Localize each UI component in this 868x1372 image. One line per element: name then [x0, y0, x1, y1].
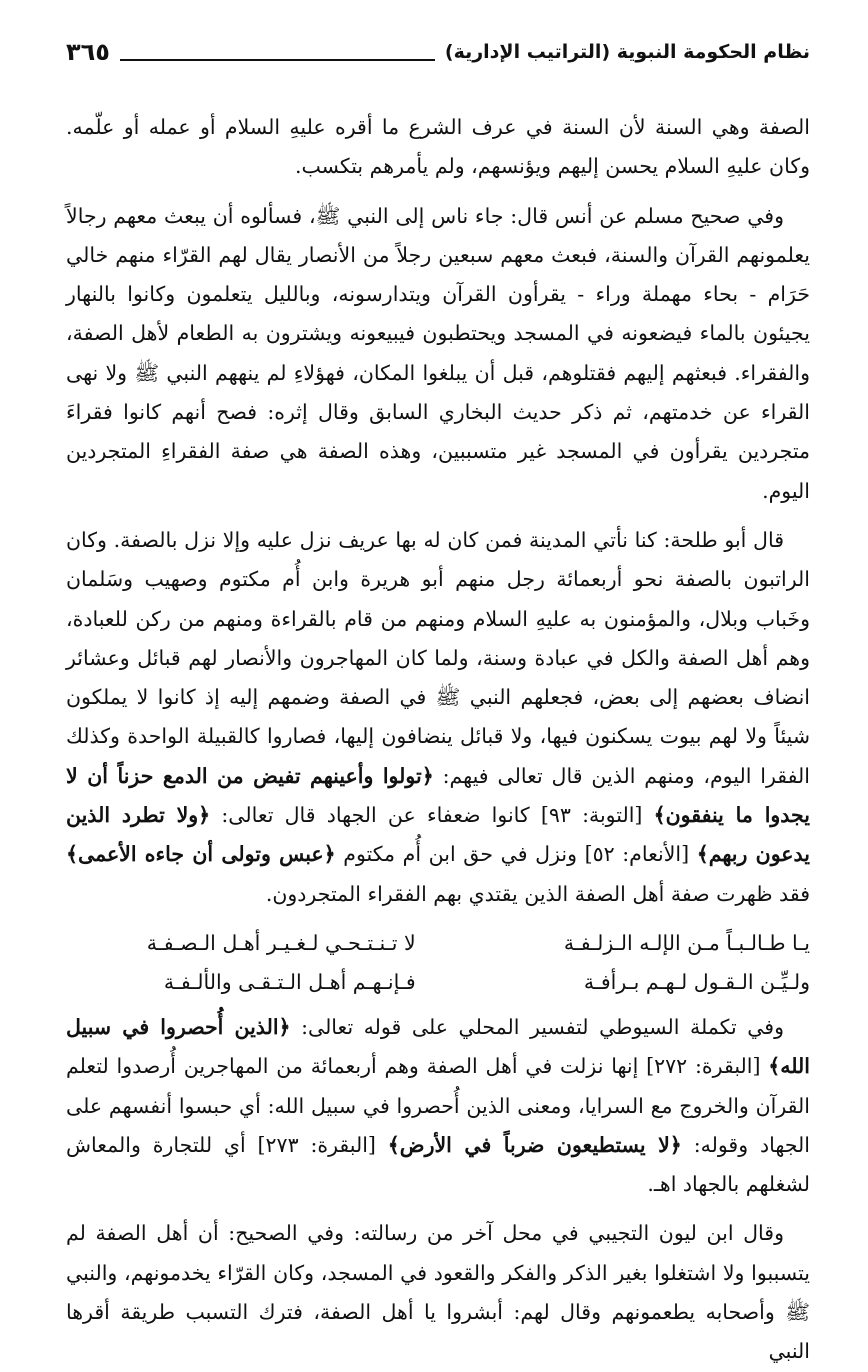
- poem-line-1: [66, 924, 810, 963]
- running-header: [66, 32, 810, 72]
- poem-line-2: [66, 963, 810, 1002]
- quran-quote-1: ﴿تولوا وأعينهم تفيض من الدمع حزناً أن لا يجدوا ما ينفقون﴾: [66, 763, 810, 828]
- quran-quote-4: ﴿الذين أُحصروا في سبيل الله﴾: [66, 1014, 810, 1079]
- page-body: [66, 108, 810, 1372]
- paragraph-1: الصفة وهي السنة لأن السنة في عرف الشرع ما أقره عليهِ السلام أو عمله أو علّمه. وكان عليهِ السلام يحسن إليهم ويؤنسهم، ولم يأمرهم بتكسب.: [66, 115, 810, 179]
- paragraph-4-text-a: وفي تكملة السيوطي لتفسير المحلي على قوله تعالى:: [290, 1014, 785, 1039]
- page-number: ٣٦٥: [66, 38, 110, 66]
- paragraph-3-text-a: قال أبو طلحة: كنا نأتي المدينة فمن كان له بها عريف نزل عليه وإلا نزل بالصفة. وكان الراتبون بالصفة نحو أربعمائة رجل منهم أبو هريرة وابن أُم مكتوم وصهيب وسَلمان وخَباب وبلال، والمؤمنون به عليهِ السلام ومنهم من قام بالقراءة ومنهم من ركن للعبادة، وهم أهل الصفة والكل في عبادة وسنة، ولما كان المهاجرون والأنصار لهم قبائل وعشائر انضاف بعضهم إلى بعض، فجعلهم النبي ﷺ في الصفة وضمهم إليه إذ كانوا لا يملكون شيئاً ولا لهم بيوت يسكنون فيها، ولا قبائل ينضافون إليها، فصاروا كالقبيلة الواحدة وكذلك الفقرا اليوم، ومنهم الذين قال تعالى فيهم:: [66, 527, 810, 788]
- poem-line-1-second-hemistich: لا تـنـتـحـي لـغـيـر أهـل الـصـفـة: [146, 930, 416, 955]
- quran-quote-2: ﴿ولا تطرد الذين يدعون ربهم﴾: [66, 803, 810, 867]
- paragraph-2: وفي صحيح مسلم عن أنس قال: جاء ناس إلى النبي ﷺ، فسألوه أن يبعث معهم رجالاً يعلمونهم القرآن والسنة، فبعث معهم سبعين رجلاً من الأنصار يقال لهم القرّاء منهم خالي حَرَام - بحاء مهملة وراء - يقرأون القرآن ويتدارسونه، وبالليل يتعلمون وكانوا بالنهار يجيئون بالماء فيضعونه في المسجد ويحتطبون فيبيعونه ويشترون به الطعام لأهل الصفة، والفقراء. فبعثهم إليهم فقتلوهم، قبل أن يبلغوا المكان، فهؤلاءِ لم ينههم النبي ﷺ ولا نهى القراء عن خدمتهم، ثم ذكر حديث البخاري السابق وقال إثره: فصح أنهم كانوا فقراءَ متجردين يقرأون في المسجد غير متسببين، وهذه الصفة هي صفة الفقراءِ المتجردين اليوم.: [66, 203, 810, 503]
- quran-quote-3: ﴿عبس وتولى أن جاءه الأعمى﴾: [66, 842, 336, 867]
- header-rule: [120, 59, 435, 61]
- paragraph-3-text-c: [الأنعام: ٥٢] ونزل في حق ابن أُم مكتوم: [335, 842, 697, 867]
- poem-line-1-first-hemistich: يـا طـالـبـاً مـن الإلـه الـزلـفـة: [563, 930, 810, 955]
- paragraph-4-text-b: [البقرة: ٢٧٢] إنها نزلت في أهل الصفة وهم أربعمائة من المهاجرين أُرصدوا لتعلم القرآن والخروج مع السرايا، ومعنى الذين أُحصروا في سبيل الله: أي حبسوا أنفسهم على الجهاد وقوله:: [66, 1054, 811, 1157]
- paragraph-3-text-b: [التوبة: ٩٣] كانوا ضعفاء عن الجهاد قال تعالى:: [210, 803, 654, 828]
- paragraph-3: [66, 521, 810, 914]
- paragraph-3-text-d: فقد ظهرت صفة أهل الصفة الذين يقتدي بهم الفقراء المتجردون.: [265, 881, 810, 906]
- quran-quote-5: ﴿لا يستطيعون ضرباً في الأرض﴾: [387, 1132, 682, 1157]
- poem-line-2-first-hemistich: ولـيِّـن الـقـول لـهـم بـرأفـة: [583, 969, 810, 994]
- paragraph-5: وقال ابن ليون التجيبي في محل آخر من رسالته: وفي الصحيح: أن أهل الصفة لم يتسببوا ولا اشتغلوا بغير الذكر والفكر والقعود في المسجد، وكان القرّاء يخدمونهم، والنبي ﷺ وأصحابه يطعمونهم وقال لهم: أبشروا يا أهل الصفة، فترك التسبب طريقة أقرها النبي: [66, 1221, 810, 1364]
- poem: [66, 924, 810, 1002]
- running-title: نظام الحكومة النبوية (التراتيب الإدارية): [444, 41, 810, 63]
- paragraph-4-text-c: [البقرة: ٢٧٣] أي للتجارة والمعاش لشغلهم بالجهاد اهـ.: [66, 1132, 810, 1197]
- poem-line-2-second-hemistich: فـإنـهـم أهـل الـتـقـى والألـفـة: [163, 969, 416, 994]
- paragraph-4: [66, 1008, 810, 1204]
